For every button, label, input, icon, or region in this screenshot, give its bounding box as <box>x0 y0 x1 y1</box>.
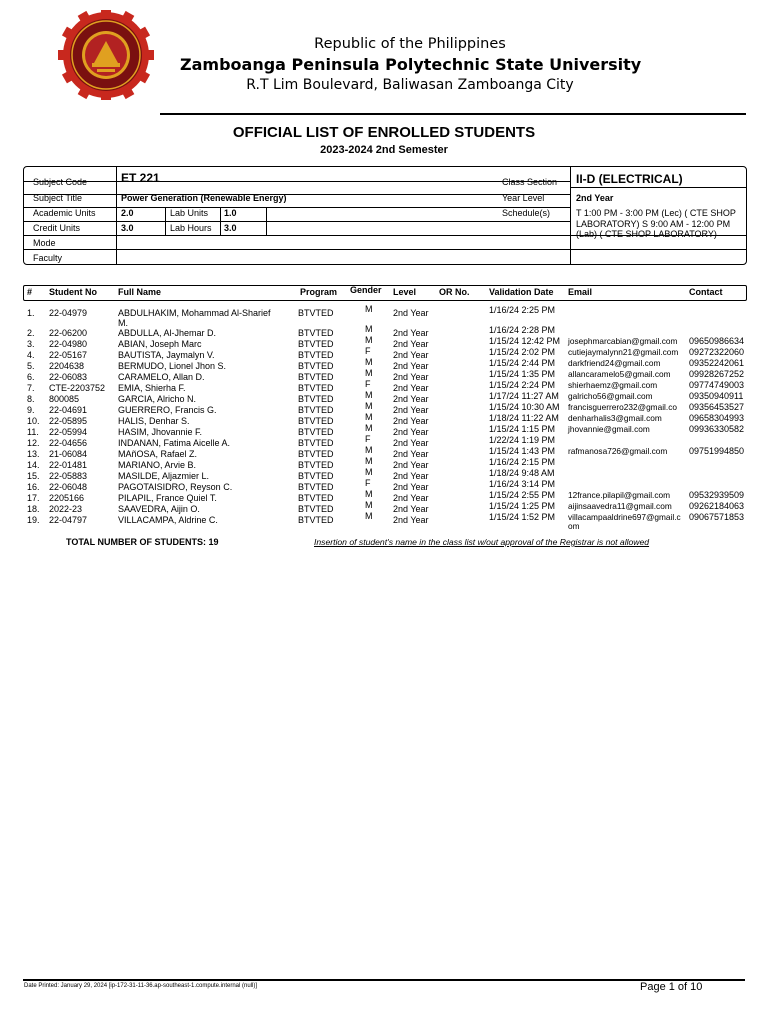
cell-full-name: VILLACAMPA, Aldrine C. <box>118 515 218 525</box>
lab-units-label: Lab Units <box>170 208 209 218</box>
cell-contact: 09352242061 <box>689 358 745 368</box>
cell-gender: F <box>365 478 371 488</box>
cell-number: 15. <box>27 471 40 481</box>
cell-gender: M <box>365 445 373 455</box>
cell-full-name: EMIA, Shierha F. <box>118 383 186 393</box>
cell-student-no: CTE-2203752 <box>49 383 106 393</box>
cell-gender: M <box>365 511 373 521</box>
cell-program: BTVTED <box>298 493 334 503</box>
cell-gender: M <box>365 357 373 367</box>
cell-program: BTVTED <box>298 471 334 481</box>
cell-level: 2nd Year <box>393 416 429 426</box>
cell-student-no: 22-04797 <box>49 515 88 525</box>
cell-program: BTVTED <box>298 438 334 448</box>
cell-email: jhovannie@gmail.com <box>568 424 650 434</box>
cell-student-no: 22-05994 <box>49 427 88 437</box>
cell-full-name: MARIANO, Arvie B. <box>118 460 197 470</box>
cell-validation-date: 1/15/24 1:25 PM <box>489 501 556 511</box>
cell-full-name-continued: M. <box>118 318 128 328</box>
header-divider <box>160 113 746 115</box>
registrar-note: Insertion of student's name in the class list w/out approval of the Registrar is not allowed <box>314 537 650 547</box>
cell-email: denharhalis3@gmail.com <box>568 413 662 423</box>
cell-program: BTVTED <box>298 449 334 459</box>
cell-number: 9. <box>27 405 35 415</box>
col-program: Program <box>300 287 338 297</box>
cell-validation-date: 1/15/24 2:44 PM <box>489 358 556 368</box>
class-section-value: II-D (ELECTRICAL) <box>576 172 683 186</box>
cell-full-name: CARAMELO, Allan D. <box>118 372 205 382</box>
lab-units-value: 1.0 <box>224 208 237 218</box>
col-or-no: OR No. <box>439 287 470 297</box>
subject-info-box <box>23 166 747 265</box>
cell-gender: F <box>365 434 371 444</box>
cell-gender: M <box>365 423 373 433</box>
cell-contact: 09532939509 <box>689 490 745 500</box>
cell-full-name: GUERRERO, Francis G. <box>118 405 217 415</box>
col-validation-date: Validation Date <box>489 287 554 297</box>
cell-number: 14. <box>27 460 40 470</box>
cell-student-no: 2205166 <box>49 493 85 503</box>
year-level-label: Year Level <box>502 193 545 203</box>
cell-gender: M <box>365 489 373 499</box>
cell-number: 8. <box>27 394 35 404</box>
cell-level: 2nd Year <box>393 372 429 382</box>
cell-student-no: 2022-23 <box>49 504 83 514</box>
cell-level: 2nd Year <box>393 515 429 525</box>
cell-email: shierhaemz@gmail.com <box>568 380 658 390</box>
cell-program: BTVTED <box>298 361 334 371</box>
col-gender: Gender <box>350 285 382 295</box>
cell-gender: M <box>365 390 373 400</box>
cell-validation-date: 1/18/24 11:22 AM <box>489 413 559 423</box>
cell-number: 18. <box>27 504 40 514</box>
cell-program: BTVTED <box>298 350 334 360</box>
cell-level: 2nd Year <box>393 350 429 360</box>
header-university-name: Zamboanga Peninsula Polytechnic State University <box>180 55 642 74</box>
cell-contact: 09356453527 <box>689 402 745 412</box>
cell-gender: M <box>365 412 373 422</box>
cell-contact: 09751994850 <box>689 446 745 456</box>
cell-contact: 09658304993 <box>689 413 745 423</box>
col-contact: Contact <box>689 287 723 297</box>
subject-code-label: Subject Code <box>33 177 88 187</box>
cell-validation-date: 1/16/24 3:14 PM <box>489 479 556 489</box>
cell-validation-date: 1/15/24 12:42 PM <box>489 336 561 346</box>
cell-contact: 09928267252 <box>689 369 745 379</box>
cell-email: francisguerrero232@gmail.co <box>568 402 677 412</box>
academic-units-value: 2.0 <box>121 208 134 218</box>
document-title: OFFICIAL LIST OF ENROLLED STUDENTS <box>232 124 536 141</box>
cell-program: BTVTED <box>298 372 334 382</box>
cell-validation-date: 1/15/24 1:52 PM <box>489 512 556 522</box>
cell-full-name: MAñOSA, Rafael Z. <box>118 449 198 459</box>
header-republic: Republic of the Philippines <box>314 36 506 52</box>
cell-full-name: PAGOTAISIDRO, Reyson C. <box>118 482 233 492</box>
cell-validation-date: 1/15/24 2:24 PM <box>489 380 556 390</box>
schedule-label: Schedule(s) <box>502 208 551 218</box>
cell-full-name: SAAVEDRA, Aijin O. <box>118 504 200 514</box>
cell-program: BTVTED <box>298 405 334 415</box>
cell-student-no: 22-04656 <box>49 438 88 448</box>
cell-contact: 09272322060 <box>689 347 745 357</box>
cell-level: 2nd Year <box>393 471 429 481</box>
cell-program: BTVTED <box>298 427 334 437</box>
cell-student-no: 22-05167 <box>49 350 88 360</box>
cell-validation-date: 1/16/24 2:15 PM <box>489 457 556 467</box>
cell-student-no: 2204638 <box>49 361 85 371</box>
cell-gender: M <box>365 401 373 411</box>
cell-student-no: 22-06083 <box>49 372 88 382</box>
table-header <box>23 285 747 301</box>
cell-email-continued: om <box>568 521 580 531</box>
cell-validation-date: 1/15/24 1:15 PM <box>489 424 556 434</box>
cell-number: 19. <box>27 515 40 525</box>
cell-gender: M <box>365 456 373 466</box>
cell-full-name: BERMUDO, Lionel Jhon S. <box>118 361 227 371</box>
cell-validation-date: 1/16/24 2:28 PM <box>489 325 556 335</box>
cell-email: villacampaaldrine697@gmail.c <box>568 512 681 522</box>
cell-program: BTVTED <box>298 504 334 514</box>
col-student-no: Student No <box>49 287 97 297</box>
cell-program: BTVTED <box>298 328 334 338</box>
cell-validation-date: 1/15/24 1:35 PM <box>489 369 556 379</box>
cell-gender: M <box>365 467 373 477</box>
cell-email: rafmanosa726@gmail.com <box>568 446 668 456</box>
cell-number: 4. <box>27 350 35 360</box>
cell-full-name: ABDULLA, Al-Jhemar D. <box>118 328 217 338</box>
cell-gender: F <box>365 379 371 389</box>
cell-gender: M <box>365 500 373 510</box>
cell-program: BTVTED <box>298 482 334 492</box>
cell-student-no: 22-04979 <box>49 308 88 318</box>
cell-full-name: ABIAN, Joseph Marc <box>118 339 202 349</box>
cell-gender: M <box>365 335 373 345</box>
cell-number: 10. <box>27 416 40 426</box>
footer-divider <box>23 979 745 981</box>
cell-validation-date: 1/15/24 1:43 PM <box>489 446 556 456</box>
cell-gender: F <box>365 346 371 356</box>
cell-level: 2nd Year <box>393 504 429 514</box>
mode-label: Mode <box>33 238 56 248</box>
cell-number: 16. <box>27 482 40 492</box>
subject-code-value: ET 221 <box>121 171 160 185</box>
cell-student-no: 22-06048 <box>49 482 88 492</box>
cell-email: josephmarcabian@gmail.com <box>568 336 678 346</box>
cell-validation-date: 1/18/24 9:48 AM <box>489 468 555 478</box>
cell-number: 11. <box>27 427 39 437</box>
cell-number: 6. <box>27 372 35 382</box>
cell-number: 12. <box>27 438 40 448</box>
credit-units-value: 3.0 <box>121 223 134 233</box>
cell-validation-date: 1/22/24 1:19 PM <box>489 435 556 445</box>
col-level: Level <box>393 287 417 297</box>
cell-number: 1. <box>27 308 35 318</box>
cell-full-name: ABDULHAKIM, Mohammad Al-Sharief <box>118 308 271 318</box>
cell-program: BTVTED <box>298 394 334 404</box>
cell-level: 2nd Year <box>393 449 429 459</box>
cell-student-no: 800085 <box>49 394 80 404</box>
cell-full-name: INDANAN, Fatima Aicelle A. <box>118 438 231 448</box>
cell-level: 2nd Year <box>393 394 429 404</box>
academic-units-label: Academic Units <box>33 208 96 218</box>
subject-title-value: Power Generation (Renewable Energy) <box>121 193 287 203</box>
cell-validation-date: 1/15/24 2:55 PM <box>489 490 556 500</box>
cell-contact: 09067571853 <box>689 512 745 522</box>
cell-program: BTVTED <box>298 460 334 470</box>
cell-program: BTVTED <box>298 339 334 349</box>
cell-level: 2nd Year <box>393 493 429 503</box>
cell-gender: M <box>365 368 373 378</box>
cell-level: 2nd Year <box>393 405 429 415</box>
cell-contact: 09774749003 <box>689 380 745 390</box>
cell-email: galricho56@gmail.com <box>568 391 653 401</box>
cell-number: 2. <box>27 328 35 338</box>
date-printed: Date Printed: January 29, 2024 [ip-172-31-11-36.ap-southeast-1.compute.internal (null)] <box>24 983 258 989</box>
lab-hours-label: Lab Hours <box>170 223 212 233</box>
schedule-value: T 1:00 PM - 3:00 PM (Lec) ( CTE SHOP LABORATORY) S 9:00 AM - 12:00 PM (Lab) ( CTE SHOP LABORATORY) <box>576 208 736 239</box>
cell-validation-date: 1/15/24 2:02 PM <box>489 347 556 357</box>
cell-email: aijinsaavedra11@gmail.com <box>568 501 672 511</box>
cell-number: 13. <box>27 449 40 459</box>
cell-level: 2nd Year <box>393 383 429 393</box>
cell-number: 17. <box>27 493 40 503</box>
cell-contact: 09262184063 <box>689 501 745 511</box>
cell-email: darkfriend24@gmail.com <box>568 358 661 368</box>
class-section-label: Class Section <box>502 177 558 187</box>
cell-program: BTVTED <box>298 308 334 318</box>
cell-level: 2nd Year <box>393 438 429 448</box>
cell-full-name: PILAPIL, France Quiel T. <box>118 493 217 503</box>
total-students: TOTAL NUMBER OF STUDENTS: 19 <box>66 537 219 547</box>
cell-full-name: GARCIA, Alricho N. <box>118 394 197 404</box>
cell-level: 2nd Year <box>393 328 429 338</box>
cell-student-no: 22-01481 <box>49 460 88 470</box>
cell-student-no: 22-04691 <box>49 405 88 415</box>
faculty-label: Faculty <box>33 253 63 263</box>
cell-gender: M <box>365 304 373 314</box>
cell-validation-date: 1/16/24 2:25 PM <box>489 305 556 315</box>
cell-level: 2nd Year <box>393 427 429 437</box>
cell-full-name: BAUTISTA, Jaymalyn V. <box>118 350 215 360</box>
cell-email: 12france.pilapil@gmail.com <box>568 490 671 500</box>
cell-validation-date: 1/15/24 10:30 AM <box>489 402 560 412</box>
cell-contact: 09650986634 <box>689 336 745 346</box>
cell-full-name: MASILDE, Aljazmier L. <box>118 471 210 481</box>
cell-full-name: HASIM, Jhovannie F. <box>118 427 203 437</box>
cell-email: allancaramelo5@gmail.com <box>568 369 671 379</box>
subject-title-label: Subject Title <box>33 193 83 203</box>
semester-label: 2023-2024 2nd Semester <box>320 144 448 156</box>
cell-contact: 09350940911 <box>689 391 744 401</box>
cell-program: BTVTED <box>298 416 334 426</box>
cell-student-no: 22-05883 <box>49 471 88 481</box>
header-address: R.T Lim Boulevard, Baliwasan Zamboanga City <box>246 77 574 93</box>
cell-number: 3. <box>27 339 35 349</box>
cell-number: 5. <box>27 361 35 371</box>
col-full-name: Full Name <box>118 287 162 297</box>
col-email: Email <box>568 287 593 297</box>
cell-level: 2nd Year <box>393 339 429 349</box>
cell-level: 2nd Year <box>393 460 429 470</box>
credit-units-label: Credit Units <box>33 223 81 233</box>
page-number: Page 1 of 10 <box>640 981 703 993</box>
cell-validation-date: 1/17/24 11:27 AM <box>489 391 559 401</box>
cell-student-no: 21-06084 <box>49 449 88 459</box>
cell-level: 2nd Year <box>393 308 429 318</box>
cell-gender: M <box>365 324 373 334</box>
lab-hours-value: 3.0 <box>224 223 237 233</box>
cell-program: BTVTED <box>298 383 334 393</box>
col-number: # <box>27 287 33 297</box>
cell-program: BTVTED <box>298 515 334 525</box>
year-level-value: 2nd Year <box>576 193 614 203</box>
cell-email: cutiejaymalynn21@gmail.com <box>568 347 679 357</box>
cell-level: 2nd Year <box>393 361 429 371</box>
cell-student-no: 22-05895 <box>49 416 88 426</box>
university-seal <box>50 10 162 100</box>
cell-student-no: 22-06200 <box>49 328 88 338</box>
cell-level: 2nd Year <box>393 482 429 492</box>
cell-number: 7. <box>27 383 35 393</box>
cell-contact: 09936330582 <box>689 424 745 434</box>
cell-student-no: 22-04980 <box>49 339 88 349</box>
cell-full-name: HALIS, Denhar S. <box>118 416 190 426</box>
